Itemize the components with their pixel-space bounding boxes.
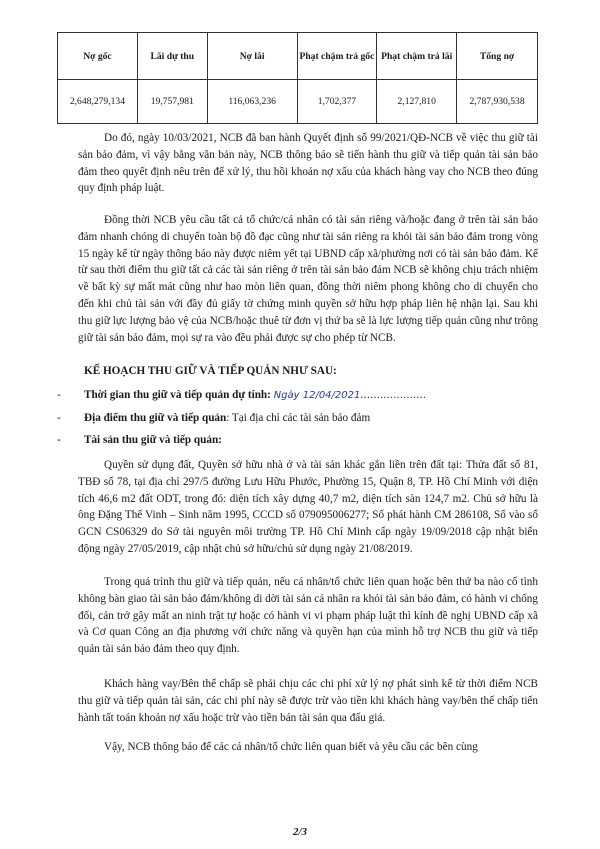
handwritten-date: Ngày 12/04/2021 <box>273 390 361 401</box>
page-number: 2/3 <box>292 826 308 838</box>
paragraph-relocation-request: Đồng thời NCB yêu cầu tất cả tổ chức/cá nhân có tài sản riêng và/hoặc đang ở trên tài sản bảo đảm nhanh chóng di chuyển toàn bộ đồ đạc cũng như tài sản riêng ra khỏi tài sản bảo đảm trong vòng 15 ngày kể từ ngày thông báo này được niêm yết tại UBND cấp xã/phường nơi có tài sản bảo đảm. Kể từ sau thời điểm thu giữ tất cả các tài sản riêng ở trên tài sản bảo đảm NCB sẽ không chịu trách nhiệm về bất kỳ sự mất mát cũng như hao mòn liên quan, đồng thời niêm phong không cho di chuyển cho đến khi chủ tài sản với đầy đủ giấy tờ chứng minh quyền sở hữu hợp pháp liên hệ nhận lại. Sau khi thu giữ lực lượng bảo vệ của NCB/hoặc thuê từ đơn vị thứ ba sẽ là lực lượng tiếp quản cũng như trông giữ tài sản bảo đảm, mọi sự ra vào đều phải được sự cho phép từ NCB. <box>78 214 538 344</box>
cell-no-goc: 2,648,279,134 <box>58 80 138 124</box>
paragraph-closing: Vậy, NCB thông báo để các cá nhân/tổ chức liên quan biết và yêu cầu các bên cùng <box>104 741 478 753</box>
debt-table <box>57 32 538 124</box>
header-phat-cham-tra-goc: Phạt chậm trả gốc <box>297 33 377 80</box>
bullet-dash: - <box>57 389 61 401</box>
bullet-dash: - <box>57 434 61 446</box>
header-no-goc: Nợ gốc <box>58 33 138 80</box>
time-label: Thời gian thu giữ và tiếp quản dự tính: <box>84 389 271 401</box>
header-no-lai: Nợ lãi <box>207 33 297 80</box>
place-value: : Tại địa chỉ các tài sản bảo đảm <box>226 412 371 424</box>
header-lai-du-thu: Lãi dự thu <box>137 33 207 80</box>
cell-phat-cham-tra-goc: 1,702,377 <box>297 80 377 124</box>
header-tong-no: Tổng nợ <box>457 33 538 80</box>
paragraph-support-request: Trong quá trình thu giữ và tiếp quản, nếu cá nhân/tổ chức liên quan hoặc bên thứ ba nào cố tình không bàn giao tài sản bảo đảm/không di dời tài sản cá nhân ra khỏi tài sản bảo đảm, có hành vi chống đối, cản trở gây mất an ninh trật tự hoặc có hành vi vi phạm pháp luật thì kính đề nghị UBND cấp xã và Cơ quan Công an địa phương với chức năng và quyền hạn của mình hỗ trợ NCB thu giữ và tiếp quản tài sản bảo đảm theo quy định. <box>78 576 538 656</box>
time-dots: .................... <box>360 389 427 401</box>
bullet-dash: - <box>57 412 61 424</box>
plan-heading: KẾ HOẠCH THU GIỮ VÀ TIẾP QUẢN NHƯ SAU: <box>84 365 337 377</box>
cell-lai-du-thu: 19,757,981 <box>137 80 207 124</box>
paragraph-decision: Do đó, ngày 10/03/2021, NCB đã ban hành Quyết định số 99/2021/QĐ-NCB về việc thu giữ tài sản bảo đảm, vì vậy bằng văn bản này, NCB thông báo sẽ tiến hành thu giữ và tiếp quản tài sản bảo đảm theo quyết định nêu trên để xử lý, thu hồi khoản nợ xấu của khách hàng vay cho NCB theo đúng quy định pháp luật. <box>78 132 538 195</box>
header-phat-cham-tra-lai: Phạt chậm trả lãi <box>377 33 457 80</box>
table-row <box>58 80 538 124</box>
asset-label: Tài sản thu giữ và tiếp quản: <box>84 434 222 446</box>
cell-tong-no: 2,787,930,538 <box>457 80 538 124</box>
cell-phat-cham-tra-lai: 2,127,810 <box>377 80 457 124</box>
place-label: Địa điểm thu giữ và tiếp quản <box>84 412 227 424</box>
table-header-row <box>58 33 538 80</box>
paragraph-asset-details: Quyền sử dụng đất, Quyền sở hữu nhà ở và tài sản khác gắn liền trên đất tại: Thửa đất số 81, TBĐ số 78, tại địa chỉ 297/5 đường Lưu Hữu Phước, Phường 15, Quận 8, TP. Hồ Chí Minh với diện tích 46,6 m2 đất ODT, trong đó: diện tích xây dựng 40,7 m2, diện tích sàn 124,7 m2. Chủ sở hữu là ông Đặng Thế Vinh – Sinh năm 1995, CCCD số 079095006277; Số phát hành CM 286108, Số vào sổ GCN CS06329 do Sở tài nguyên môi trường TP. Hồ Chí Minh cấp ngày 19/09/2018 cập nhật biến động ngày 27/05/2019, cập nhật chủ sở hữu/chủ sử dụng ngày 21/08/2019. <box>78 459 538 555</box>
cell-no-lai: 116,063,236 <box>207 80 297 124</box>
paragraph-costs: Khách hàng vay/Bên thế chấp sẽ phải chịu các chi phí xử lý nợ phát sinh kể từ thời điểm NCB thu giữ và tiếp quản tài sản, các chi phí này sẽ được trừ vào tiền khi khách hàng vay/bên thế chấp tiến hành tất toán khoản nợ xấu hoặc trừ vào tiền bán tài sản qua đấu giá. <box>78 678 538 724</box>
